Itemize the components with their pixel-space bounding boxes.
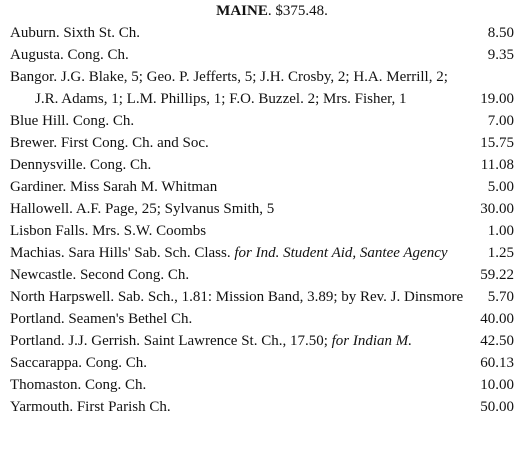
contribution-amount: 1.25 <box>487 245 514 261</box>
contributor-text: Brewer. First Cong. Ch. and Soc. <box>10 135 209 151</box>
contributor-text: Lisbon Falls. Mrs. S.W. Coombs <box>10 223 207 239</box>
contribution-entry <box>10 308 514 330</box>
contribution-description <box>10 264 472 286</box>
contribution-entry <box>10 352 514 374</box>
contribution-description <box>10 154 472 176</box>
contributor-text: Bangor. J.G. Blake, 5; Geo. P. Jefferts, 5; J.H. Crosby, 2; H.A. Merrill, 2; J.R. Adams, 1; L.M. Phillips, 1; F.O. Buzzel. 2; Mrs. Fisher, 1 <box>10 69 448 107</box>
contribution-description <box>10 330 472 352</box>
contribution-amount: 60.13 <box>480 355 514 371</box>
contribution-amount: 11.08 <box>480 157 514 173</box>
contribution-entry <box>10 22 514 44</box>
contribution-entry <box>10 264 514 286</box>
contribution-entry <box>10 396 514 418</box>
contribution-description <box>10 242 472 264</box>
contributor-text: Dennysville. Cong. Ch. <box>10 157 152 173</box>
contributor-text: Newcastle. Second Cong. Ch. <box>10 267 190 283</box>
contribution-amount: 1.00 <box>487 223 514 239</box>
contribution-amount: 10.00 <box>480 377 514 393</box>
contribution-amount: 5.70 <box>487 289 514 305</box>
contribution-entry <box>10 66 514 110</box>
contribution-entry <box>10 286 514 308</box>
contribution-description <box>10 110 472 132</box>
contribution-description <box>10 66 472 110</box>
contributor-text: Portland. J.J. Gerrish. Saint Lawrence St. Ch., 17.50; <box>10 333 332 349</box>
contribution-amount: 15.75 <box>480 135 514 151</box>
contribution-amount: 19.00 <box>480 91 514 107</box>
contributor-text: Thomaston. Cong. Ch. <box>10 377 147 393</box>
contribution-entry <box>10 374 514 396</box>
contribution-amount: 59.22 <box>480 267 514 283</box>
contribution-description <box>10 176 472 198</box>
contribution-entry <box>10 220 514 242</box>
contribution-description <box>10 198 472 220</box>
contributor-text: Machias. Sara Hills' Sab. Sch. Class. <box>10 245 235 261</box>
contributor-text: Augusta. Cong. Ch. <box>10 47 129 63</box>
contribution-list <box>10 22 514 418</box>
contribution-entry <box>10 154 514 176</box>
contribution-amount: 7.00 <box>487 113 514 129</box>
contribution-amount: 42.50 <box>480 333 514 349</box>
state-name: MAINE <box>216 3 268 19</box>
contribution-amount: 40.00 <box>480 311 514 327</box>
contribution-description <box>10 396 472 418</box>
contributor-text: Gardiner. Miss Sarah M. Whitman <box>10 179 218 195</box>
contribution-amount: 8.50 <box>487 25 514 41</box>
contribution-description <box>10 22 472 44</box>
contribution-description <box>10 374 472 396</box>
contribution-entry <box>10 330 514 352</box>
contributor-text: Blue Hill. Cong. Ch. <box>10 113 135 129</box>
contribution-amount: 5.00 <box>487 179 514 195</box>
contribution-entry <box>10 132 514 154</box>
contribution-entry <box>10 44 514 66</box>
contribution-description <box>10 352 472 374</box>
contributor-text: Saccarappa. Cong. Ch. <box>10 355 148 371</box>
contribution-amount: 9.35 <box>487 47 514 63</box>
state-total: . $375.48. <box>267 3 328 19</box>
contribution-description <box>10 220 472 242</box>
contributor-text: North Harpswell. Sab. Sch., 1.81: Mission Band, 3.89; by Rev. J. Dinsmore <box>10 289 464 305</box>
contribution-description <box>10 286 472 308</box>
contribution-entry <box>10 242 514 264</box>
contribution-amount: 50.00 <box>480 399 514 415</box>
contributor-text: Auburn. Sixth St. Ch. <box>10 25 141 41</box>
contribution-description <box>10 44 472 66</box>
designation-note: for Indian M. <box>331 333 413 349</box>
contribution-entry <box>10 110 514 132</box>
designation-note: for Ind. Student Aid, Santee Agency <box>234 245 448 261</box>
contribution-entry <box>10 176 514 198</box>
contributor-text: Yarmouth. First Parish Ch. <box>10 399 171 415</box>
contribution-description <box>10 308 472 330</box>
contributor-text: Hallowell. A.F. Page, 25; Sylvanus Smith, 5 <box>10 201 275 217</box>
contribution-description <box>10 132 472 154</box>
contributor-text: Portland. Seamen's Bethel Ch. <box>10 311 193 327</box>
section-heading <box>0 2 524 20</box>
contribution-entry <box>10 198 514 220</box>
contribution-amount: 30.00 <box>480 201 514 217</box>
